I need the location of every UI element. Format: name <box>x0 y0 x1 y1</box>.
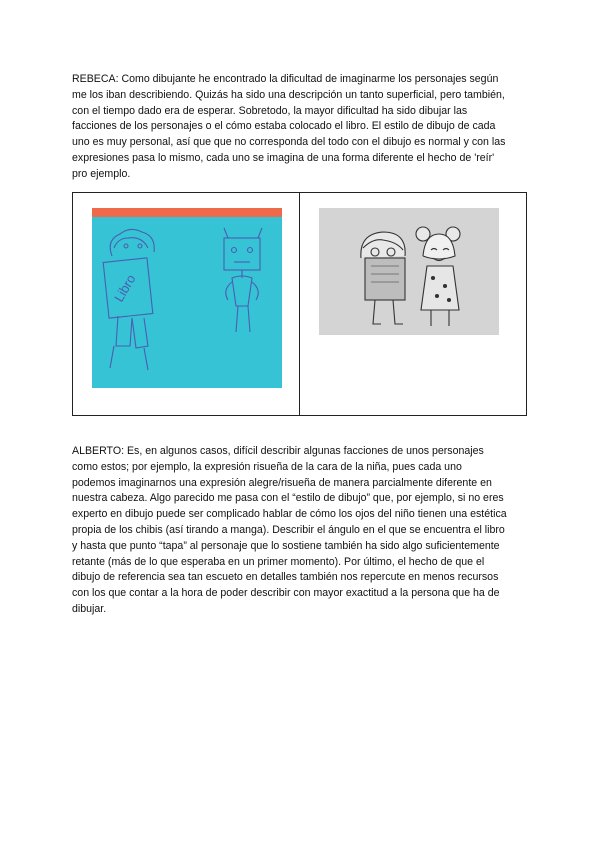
reference-drawing-svg <box>319 208 499 335</box>
text-line: y hasta que punto “tapa” al personaje que lo sostiene también ha sido algo suficientemente <box>72 539 500 552</box>
drawing-top-band <box>92 208 282 217</box>
table-cell-left <box>73 193 300 415</box>
table-cell-right <box>300 193 526 415</box>
text-line: retante (más de lo que esperaba en un primer momento). Por último, el hecho de que el <box>72 555 485 568</box>
text-line: ALBERTO: Es, en algunos casos, difícil describir algunas facciones de unos personajes <box>72 445 484 457</box>
text-line: pro ejemplo. <box>72 167 131 180</box>
student-drawing-image <box>92 208 282 388</box>
text-line: dibujo de referencia sea tan escueto en detalles también nos repercute en menos recursos <box>72 571 499 584</box>
text-line: propia de los chibis (así tirando a manga). Describir el ángulo en el que se encuentra el libro <box>72 523 505 536</box>
text-line: REBECA: Como dibujante he encontrado la dificultad de imaginarme los personajes según <box>72 73 499 85</box>
text-line: facciones de los personajes o el cómo estaba colocado el libro. El estilo de dibujo de cada <box>72 120 496 133</box>
reference-drawing-image <box>319 208 499 335</box>
text-line: con el tiempo dado era de esperar. Sobretodo, la mayor dificultad ha sido dibujar las <box>72 104 468 117</box>
text-line: dibujar. <box>72 602 107 615</box>
text-line: como estos; por ejemplo, la expresión risueña de la cara de la niña, pues cada uno <box>72 460 462 473</box>
book-label: Libro <box>111 271 139 305</box>
image-table <box>72 192 527 416</box>
reference-background <box>319 208 499 335</box>
text-line: experto en dibujo puede ser complicado hablar de cómo los ojos del niño tienen una estética <box>72 508 507 521</box>
text-line: expresiones pasa lo mismo, cada uno se imagina de una forma diferente el hecho de 'reír' <box>72 151 495 164</box>
paragraph-rebeca <box>72 72 530 183</box>
text-line: podemos imaginarnos una expresión alegre/risueña de manera parcialmente diferente en <box>72 476 492 489</box>
student-drawing-svg <box>92 208 282 388</box>
text-line: nuestra cabeza. Algo parecido me pasa con el “estilo de dibujo” que, por ejemplo, si no eres <box>72 492 504 505</box>
text-line: me los iban describiendo. Quizás ha sido una descripción un tanto superficial, pero también, <box>72 88 505 101</box>
paragraph-alberto <box>72 444 530 618</box>
text-line: con los que contar a la hora de poder describir con mayor exactitud a la persona que ha de <box>72 587 500 600</box>
text-line: uno es muy personal, así que que no corresponda del todo con el dibujo es normal y con las <box>72 136 506 149</box>
